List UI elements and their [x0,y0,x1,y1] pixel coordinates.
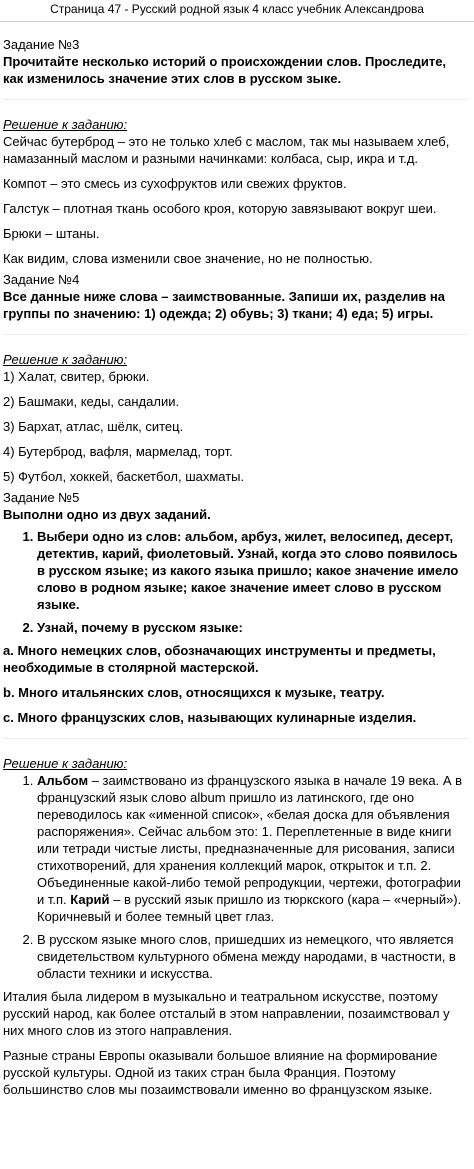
task-3-title: Задание №3 [3,37,80,52]
task-5-paragraph: Разные страны Европы оказывали большое влияние на формирование русской культуры. Одной из таких стран была Франция. Поэтому большинство слов мы позаимствовали именно во французском языке. [3,1048,438,1097]
task-5-sub-item: a. Много немецких слов, обозначающих инструменты и предметы, необходимые в столярной мастерской. [3,643,436,675]
task-3-paragraph: Компот – это смесь из сухофруктов или свежих фруктов. [3,176,347,191]
task-5-item: 2. Узнай, почему в русском языке: [37,619,468,636]
task-3 [3,36,468,267]
task-5-items [3,528,468,636]
task-5-paragraph: Италия была лидером в музыкально и театральном искусстве, поэтому русский народ, как более отсталый в этом направлении, позаимствовал у них много слов из этого направления. [3,989,450,1038]
task-4-answer: 4) Бутерброд, вафля, мармелад, торт. [3,444,233,459]
task-5-solution-list [3,772,468,982]
task-5-solution-label: Решение к заданию: [3,756,128,771]
task-3-solution-label: Решение к заданию: [3,117,128,132]
page-header-title: Страница 47 - Русский родной язык 4 класс учебник Александрова [50,2,424,16]
page-header [0,0,474,22]
task-4-title: Задание №4 [3,272,80,287]
task-5-solution-item [37,772,468,925]
task-3-text: Прочитайте несколько историй о происхождении слов. Проследите, как изменилось значение этих слов в русском зыке. [3,54,447,86]
divider [3,738,468,739]
word-kariy: Карий [70,892,110,907]
task-4-answer: 3) Бархат, атлас, шёлк, ситец. [3,419,184,434]
divider [3,334,468,335]
task-4-solution-label: Решение к заданию: [3,352,128,367]
divider [3,99,468,100]
task-3-paragraph: Как видим, слова изменили свое значение, но не полностью. [3,251,373,266]
task-4-answer: 2) Башмаки, кеды, сандалии. [3,394,180,409]
task-5-solution-item: 2. В русском языке много слов, пришедших из немецкого, что является свидетельством культурного обмена между народами, в частности, в области техники и искусства. [37,931,468,982]
task-4-text: Все данные ниже слова – заимствованные. Запиши их, разделив на группы по значению: 1) одежда; 2) обувь; 3) ткани; 4) еда; 5) игры. [3,289,446,321]
task-5-sub-item: c. Много французских слов, называющих кулинарные изделия. [3,710,417,725]
task-5-text: Выполни одно из двух заданий. [3,507,211,522]
word-album: Альбом [37,773,89,788]
task-4-answer: 5) Футбол, хоккей, баскетбол, шахматы. [3,469,245,484]
task-5-sub-item: b. Много итальянских слов, относящихся к музыке, театру. [3,685,385,700]
article-content [0,22,474,1098]
task-5 [3,489,468,1098]
task-4-answer: 1) Халат, свитер, брюки. [3,369,150,384]
task-5-item: 1. Выбери одно из слов: альбом, арбуз, жилет, велосипед, десерт, детектив, карий, фиолетовый. Узнай, когда это слово появилось в русском языке; из какого языка пришло; какое значение имело слово в родном языке; какое значение имеет слово в русском языке. [37,528,468,613]
task-4 [3,271,468,485]
task-3-paragraph: Брюки – штаны. [3,226,100,241]
task-3-paragraph: Галстук – плотная ткань особого кроя, которую завязывают вокруг шеи. [3,201,437,216]
task-5-title: Задание №5 [3,490,80,505]
album-explanation: – заимствовано из французского языка в начале 19 века. А в французский язык слово album пришло из латинского, где оно переводилось как «именной список», «белая доска для объявления распоряжения». Сейчас альбом это: 1. Переплетенные в виде книги или тетради чистые листы, предназначенные для рисования, записи стихотворений, для хранения коллекций марок, открыток и т.п. 2. Объединенные какой-либо темой репродукции, чертежи, фотографии и т.п. [37,773,463,907]
kariy-explanation: – в русский язык пришло из тюркского (кара – «черный»). Коричневый и более темный цвет глаз. [37,892,462,924]
task-3-paragraph: Сейчас бутерброд – это не только хлеб с маслом, так мы называем хлеб, намазанный маслом и разными начинками: колбаса, сыр, икра и т.д. [3,134,450,166]
